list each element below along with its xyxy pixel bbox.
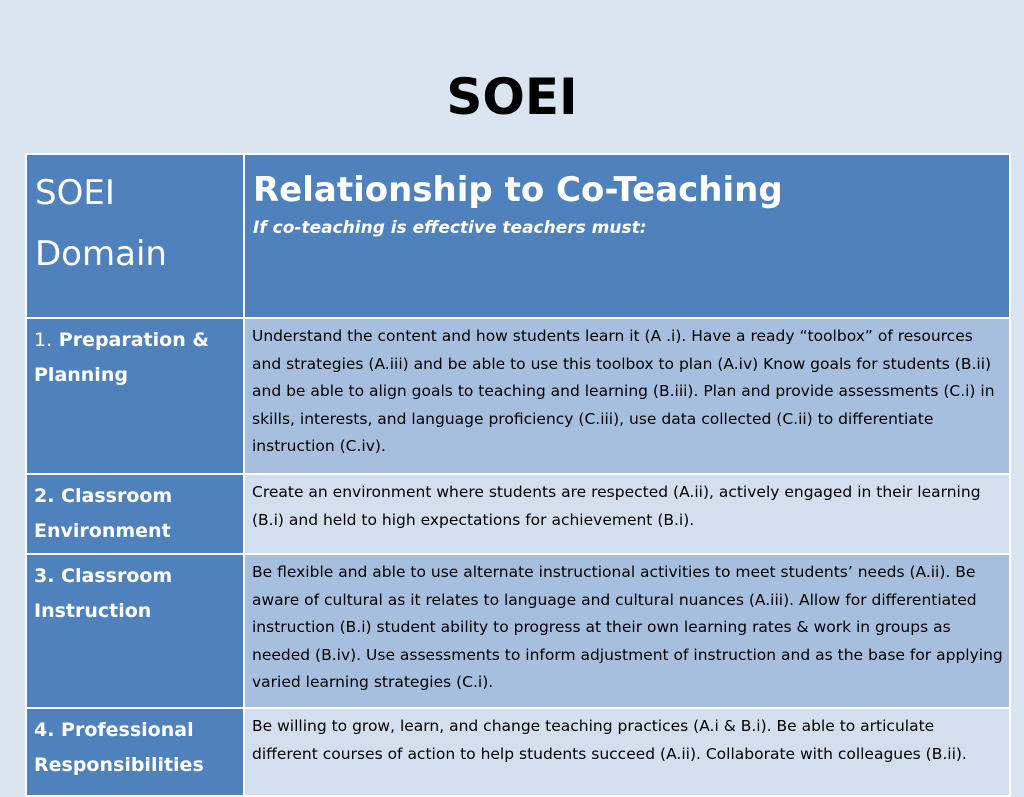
description-cell: Create an environment where students are respected (A.ii), actively engaged in their learning (B.i) and held to high expectations for achievement (B.i). (244, 474, 1010, 554)
header-domain-cell (26, 154, 244, 318)
table-header-row (26, 154, 1010, 318)
soei-table (25, 153, 1011, 797)
description-cell: Understand the content and how students learn it (A .i). Have a ready “toolbox” of resources and strategies (A.iii) and be able to use this toolbox to plan (A.iv) Know goals for students (B.ii) and be able to align goals to teaching and learning (B.iii). Plan and provide assessments (C.i) in skills, interests, and language proficiency (C.iii), use data collected (C.ii) to differentiate instruction (C.iv). (244, 318, 1010, 474)
header-relationship-title: Relationship to Co-Teaching (253, 170, 783, 210)
header-domain-line1: SOEI (35, 173, 115, 213)
description-cell: Be willing to grow, learn, and change teaching practices (A.i & B.i). Be able to articulate different courses of action to help students succeed (A.ii). Collaborate with colleagues (B.ii). (244, 708, 1010, 796)
domain-cell: 2. Classroom Environment (26, 474, 244, 554)
table-row (26, 554, 1010, 708)
domain-cell (26, 318, 244, 474)
header-relationship-cell (244, 154, 1010, 318)
domain-cell: 4. Professional Responsibilities (26, 708, 244, 796)
domain-number: 1. (34, 329, 53, 351)
domain-cell: 3. Classroom Instruction (26, 554, 244, 708)
table-row (26, 318, 1010, 474)
description-cell: Be flexible and able to use alternate instructional activities to meet students’ needs (A.ii). Be aware of cultural as it relates to language and cultural nuances (A.iii). Allow for differentiated instruction (B.i) student ability to progress at their own learning rates & work in groups as needed (B.iv). Use assessments to inform adjustment of instruction and as the base for applying varied learning strategies (C.i). (244, 554, 1010, 708)
header-relationship-subtitle: If co-teaching is effective teachers must: (253, 218, 647, 238)
domain-label: Preparation & Planning (34, 329, 209, 386)
table-row (26, 708, 1010, 796)
table-row (26, 474, 1010, 554)
header-domain-line2: Domain (35, 234, 167, 274)
slide-title: SOEI (446, 68, 578, 126)
